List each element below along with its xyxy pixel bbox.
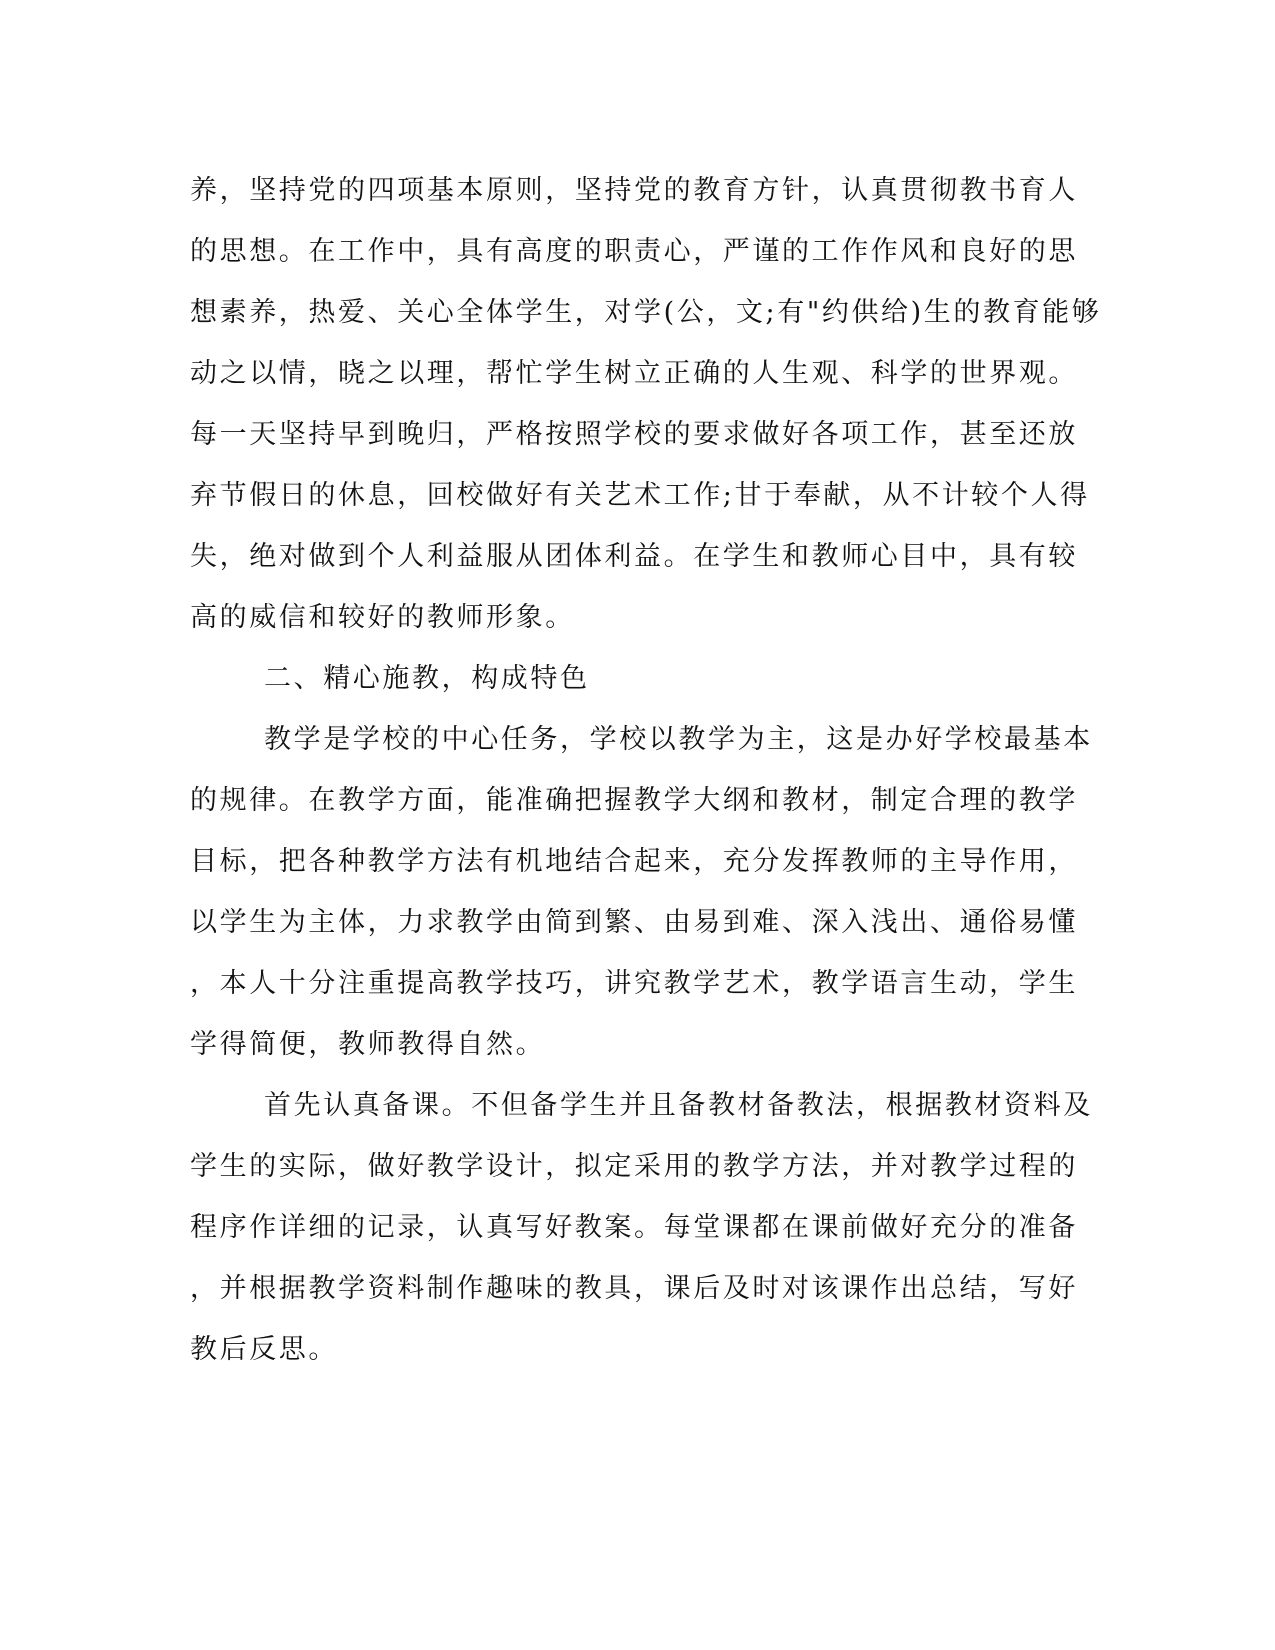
paragraph-1 <box>190 160 1102 648</box>
text-line: 动之以情，晓之以理，帮忙学生树立正确的人生观、科学的世界观。 <box>190 358 1078 389</box>
text-line: 学得简便，教师教得自然。 <box>190 1029 546 1060</box>
text-line: 每一天坚持早到晚归，严格按照学校的要求做好各项工作，甚至还放 <box>190 419 1078 450</box>
text-line: ，并根据教学资料制作趣味的教具，课后及时对该课作出总结，写好 <box>190 1273 1078 1304</box>
text-line: 教学是学校的中心任务，学校以教学为主，这是办好学校最基本 <box>264 724 1093 755</box>
text-line: ，本人十分注重提高教学技巧，讲究教学艺术，教学语言生动，学生 <box>190 968 1078 999</box>
text-line: 教后反思。 <box>190 1334 338 1365</box>
text-line: 高的威信和较好的教师形象。 <box>190 602 575 633</box>
text-line: 失，绝对做到个人利益服从团体利益。在学生和教师心目中，具有较 <box>190 541 1078 572</box>
text-line: 学生的实际，做好教学设计，拟定采用的教学方法，并对教学过程的 <box>190 1151 1078 1182</box>
paragraph-3 <box>190 1075 1093 1380</box>
text-line: 程序作详细的记录，认真写好教案。每堂课都在课前做好充分的准备 <box>190 1212 1078 1243</box>
document-body <box>190 160 1102 1380</box>
heading-line: 二、精心施教，构成特色 <box>264 663 590 694</box>
text-line: 的规律。在教学方面，能准确把握教学大纲和教材，制定合理的教学 <box>190 785 1078 816</box>
section-heading <box>190 648 1090 709</box>
text-line: 首先认真备课。不但备学生并且备教材备教法，根据教材资料及 <box>264 1090 1093 1121</box>
text-line: 目标，把各种教学方法有机地结合起来，充分发挥教师的主导作用， <box>190 846 1078 877</box>
text-line: 想素养，热爱、关心全体学生，对学(公，文;有"约供给)生的教育能够 <box>190 297 1102 328</box>
text-line: 弃节假日的休息，回校做好有关艺术工作;甘于奉献，从不计较个人得 <box>190 480 1090 511</box>
paragraph-2 <box>190 709 1093 1075</box>
text-line: 以学生为主体，力求教学由简到繁、由易到难、深入浅出、通俗易懂 <box>190 907 1078 938</box>
text-line: 养，坚持党的四项基本原则，坚持党的教育方针，认真贯彻教书育人 <box>190 175 1078 206</box>
text-line: 的思想。在工作中，具有高度的职责心，严谨的工作作风和良好的思 <box>190 236 1078 267</box>
